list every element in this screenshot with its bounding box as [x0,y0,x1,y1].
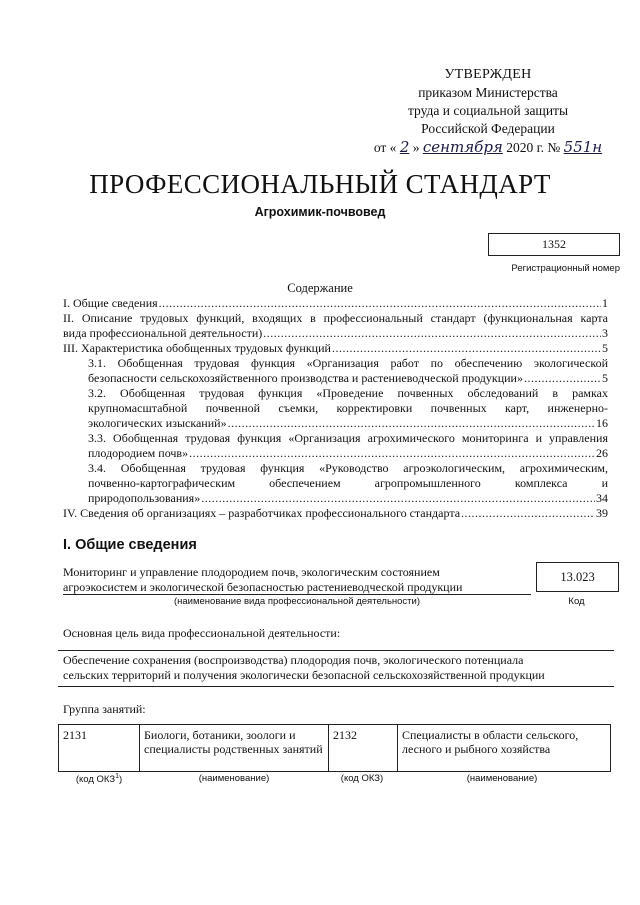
registration-number-label: Регистрационный номер [511,263,620,274]
toc-entry[interactable] [88,386,608,431]
toc-leader [524,371,601,386]
goal-label: Основная цель вида профессиональной деятельности: [63,626,341,640]
toc-entry[interactable] [88,461,608,506]
divider [63,594,531,595]
toc-leader [201,491,595,506]
order-month-handwritten: сентября [422,138,503,156]
toc-page-number: 5 [602,341,608,355]
document-title: ПРОФЕССИОНАЛЬНЫЙ СТАНДАРТ [89,169,551,199]
toc-entry[interactable] [88,431,608,461]
okz-name-cell: Биологи, ботаники, зоологи и специалисты родственных занятий [140,725,329,772]
toc-entry-text: природопользования» [88,491,201,505]
activity-caption: (наименование вида профессиональной деятельности) [173,596,421,607]
toc-page-number: 5 [602,371,608,385]
activity-name-line: агроэкосистем и экологической безопасностью растениеводческой продукции [63,580,463,594]
okz-code-cell: 2132 [329,725,398,772]
toc-entry[interactable] [88,356,608,386]
table-of-contents [63,296,608,521]
activity-code-box: 13.023 [536,562,619,592]
toc-entry-text: крупномасштабной почвенной съемки, корректировки почвенных карт, инженерно- [88,401,608,415]
toc-leader [228,416,595,431]
toc-entry-text: 3.2. Обобщенная трудовая функция «Проведение почвенных обследований в рамках [88,386,608,400]
order-line [358,138,618,157]
okz-name-cell: Специалисты в области сельского, лесного и рыбного хозяйства [398,725,611,772]
toc-entry[interactable] [63,341,608,356]
toc-page-number: 39 [596,506,608,520]
okz-code-caption: (код ОКЗ) [340,773,384,784]
order-number-handwritten: 551н [563,138,603,156]
approval-line: Российской Федерации [421,121,555,136]
occupation-groups-table [58,724,611,772]
activity-name [63,565,528,595]
approval-line: труда и социальной защиты [407,103,569,118]
toc-leader [189,446,595,461]
order-prefix: от « [373,140,397,155]
footnote-mark: 1 [115,773,119,780]
goal-text-line: сельских территорий и получения экологически безопасной сельскохозяйственной продукции [63,668,545,682]
registration-number-box: 1352 [488,233,620,256]
toc-heading: Содержание [287,281,353,295]
toc-entry-text: 3.3. Обобщенная трудовая функция «Организация агрохимического мониторинга и управления [88,431,608,445]
toc-entry-text: безопасности сельскохозяйственного производства и растениеводческой продукции» [88,371,523,385]
toc-page-number: 34 [596,491,608,505]
toc-leader [263,326,601,341]
groups-label: Группа занятий: [63,702,146,716]
toc-entry-text: экологических изысканий» [88,416,227,430]
toc-entry-text: II. Описание трудовых функций, входящих в профессиональный стандарт (функциональная карта [63,311,608,325]
goal-text-line: Обеспечение сохранения (воспроизводства) плодородия почв, экологического потенциала [63,653,524,667]
order-mid: » [412,140,420,155]
okz-name-caption: (наименование) [466,773,538,784]
activity-code-caption: Код [568,596,585,607]
approval-heading: УТВЕРЖДЕН [444,67,532,82]
toc-page-number: 3 [602,326,608,340]
okz-code-cell: 2131 [59,725,140,772]
toc-page-number: 1 [602,296,608,310]
order-year: 2020 г. № [506,140,561,155]
table-row [59,725,611,772]
toc-leader [332,341,601,356]
toc-leader [461,506,595,521]
toc-entry-text: III. Характеристика обобщенных трудовых функций [63,341,331,355]
approval-block [358,66,618,157]
toc-entry-text: вида профессиональной деятельности) [63,326,263,340]
toc-entry-text: IV. Сведения об организациях – разработчиках профессионального стандарта [63,506,461,520]
toc-entry-text: I. Общие сведения [63,296,158,310]
toc-page-number: 16 [596,416,608,430]
toc-entry[interactable] [63,311,608,341]
toc-entry[interactable] [63,296,608,311]
goal-text [63,653,613,683]
toc-entry-text: плодородием почв» [88,446,189,460]
okz-code-caption: (код ОКЗ$^1$) [75,773,123,786]
activity-name-line: Мониторинг и управление плодородием почв, экологическим состоянием [63,565,440,579]
toc-entry-text: 3.1. Обобщенная трудовая функция «Организация работ по обеспечению экологической [88,356,608,370]
toc-entry[interactable] [63,506,608,521]
toc-page-number: 26 [596,446,608,460]
okz-name-caption: (наименование) [198,773,270,784]
toc-leader [159,296,601,311]
toc-entry-text: почвенно-картографическим обеспечением агропромышленного комплекса и [88,476,608,490]
approval-line: приказом Министерства [418,85,558,100]
section-heading: I. Общие сведения [63,537,197,553]
order-day-handwritten: 2 [399,138,410,156]
document-subtitle: Агрохимик-почвовед [254,205,386,219]
toc-entry-text: 3.4. Обобщенная трудовая функция «Руководство агроэкологическим, агрохимическим, [88,461,608,475]
